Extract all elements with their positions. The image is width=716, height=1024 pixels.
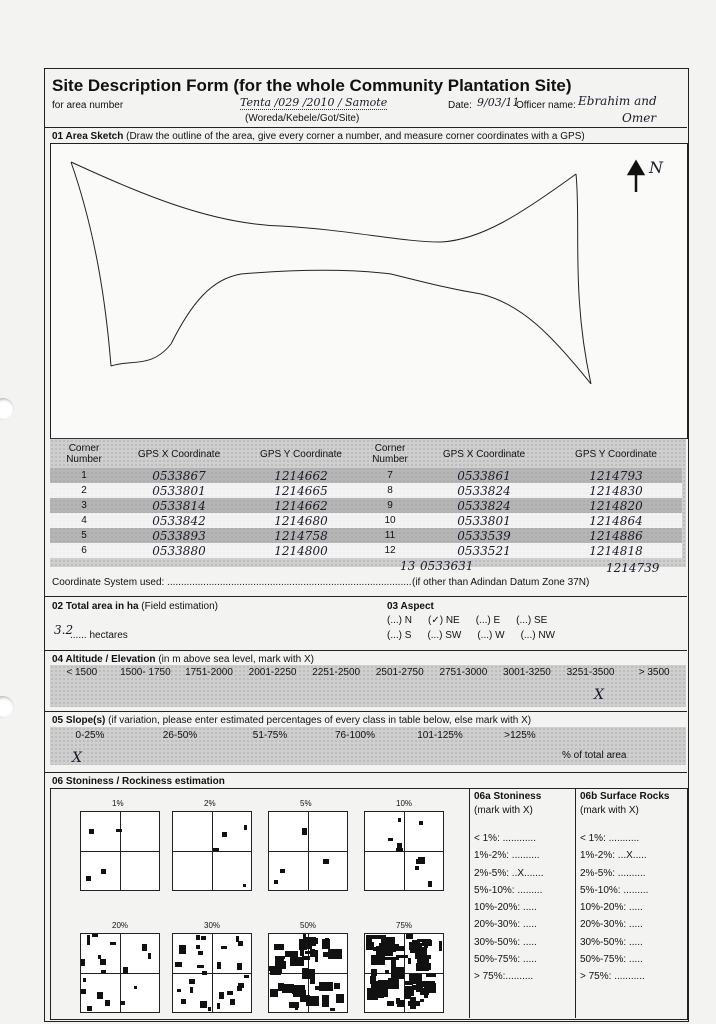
stone-mark <box>334 983 340 989</box>
surface-rocks-list <box>580 830 648 986</box>
col-header: GPS Y Coordinate <box>260 448 342 460</box>
stone-mark <box>217 1003 220 1009</box>
altitude-class[interactable]: 1500- 1750 <box>120 667 171 678</box>
form-title: Site Description Form (for the whole Community Plantation Site) <box>52 76 572 95</box>
stone-mark <box>142 944 147 951</box>
surface-rocks-option[interactable]: 20%-30%: ..... <box>580 919 643 931</box>
stone-mark <box>406 934 413 939</box>
aspect-option[interactable]: (...) E <box>475 615 501 626</box>
stone-mark <box>201 936 206 940</box>
stone-mark <box>237 963 242 970</box>
coordinate-system-note: (if other than Adindan Datum Zone 37N) <box>412 577 590 588</box>
stoniness-option[interactable]: 20%-30%: ..... <box>474 919 537 931</box>
area-number-value[interactable]: Tenta /029 /2010 / Samote <box>240 96 388 109</box>
stoniness-grid-label: 75% <box>396 921 413 930</box>
stone-mark <box>426 973 436 977</box>
slope-class[interactable]: 101-125% <box>417 730 463 741</box>
stone-mark <box>387 1001 394 1006</box>
stone-mark <box>410 997 416 1009</box>
stone-mark <box>323 859 329 864</box>
stone-mark <box>196 945 200 949</box>
stoniness-reference-grid <box>172 933 252 1013</box>
stone-mark <box>415 866 419 870</box>
stone-mark <box>83 978 86 982</box>
stone-mark <box>385 970 389 974</box>
gps-x-cell[interactable]: 0533867 <box>152 468 206 483</box>
stoniness-option[interactable]: > 75%:.......... <box>474 971 534 983</box>
corner-number: 2 <box>81 485 87 496</box>
stone-mark <box>230 999 235 1005</box>
stone-mark <box>418 857 425 864</box>
gps-y-cell[interactable]: 1214680 <box>274 513 328 528</box>
punch-hole-bottom <box>0 696 14 718</box>
stoniness-reference-grid <box>172 811 252 891</box>
gps-y-cell[interactable]: 1214662 <box>274 498 328 513</box>
altitude-class[interactable]: 2251-2500 <box>312 667 361 678</box>
area-number-hint: (Woreda/Kebele/Got/Site) <box>245 113 360 124</box>
slope-class[interactable]: 76-100% <box>334 730 376 741</box>
aspect-heading: 03 Aspect <box>387 601 434 612</box>
stone-mark <box>120 1001 125 1005</box>
altitude-class[interactable]: > 3500 <box>638 667 670 678</box>
surface-rocks-option[interactable]: 2%-5%: .......... <box>580 867 646 879</box>
col-header: GPS X Coordinate <box>442 448 526 460</box>
stone-mark <box>420 999 424 1002</box>
aspect-option[interactable]: (...) SW <box>427 630 462 641</box>
stone-mark <box>422 955 431 959</box>
gps-x-cell[interactable]: 0533801 <box>152 483 206 498</box>
gps-x-cell[interactable]: 0533893 <box>152 528 206 543</box>
aspect-option[interactable]: (...) NW <box>520 630 555 641</box>
gps-x-cell[interactable]: 0533521 <box>457 543 511 558</box>
gps-y-cell[interactable]: 1214864 <box>589 513 643 528</box>
corner-number: 4 <box>81 515 87 526</box>
stone-mark <box>302 940 312 949</box>
divider <box>44 596 687 597</box>
corner-number: 3 <box>81 500 87 511</box>
stone-mark <box>330 1008 335 1011</box>
stone-mark <box>280 958 283 962</box>
divider <box>44 772 687 773</box>
stoniness-grid-label: 20% <box>112 921 129 930</box>
stone-mark <box>100 959 106 965</box>
corner-number: 9 <box>387 500 393 511</box>
stoniness-reference-grid <box>268 811 348 891</box>
gps-x-cell[interactable]: 0533824 <box>457 498 511 513</box>
gps-y-cell[interactable]: 1214665 <box>274 483 328 498</box>
divider <box>469 788 470 1018</box>
altitude-class[interactable]: 2751-3000 <box>439 667 488 678</box>
officer-value-2[interactable]: Omer <box>622 111 657 125</box>
stone-mark <box>97 992 103 999</box>
grid-line <box>173 851 251 852</box>
slope-total-label: % of total area <box>562 750 627 761</box>
corner-number: 5 <box>81 530 87 541</box>
stone-mark <box>81 959 85 966</box>
corner-13-number[interactable]: 13 <box>400 559 416 573</box>
divider <box>44 650 687 651</box>
corner-number: 11 <box>384 530 396 541</box>
stone-mark <box>417 939 431 942</box>
stone-mark <box>197 965 204 968</box>
divider <box>44 711 687 712</box>
stone-mark <box>302 956 310 960</box>
altitude-class[interactable]: 2001-2250 <box>248 667 297 678</box>
altitude-classes <box>50 667 686 681</box>
stone-mark <box>388 978 399 989</box>
stoniness-b-title: 06b Surface Rocks <box>580 791 670 802</box>
stone-mark <box>87 1006 92 1011</box>
stone-mark <box>412 985 416 990</box>
stone-mark <box>303 934 306 941</box>
stone-mark <box>219 992 224 999</box>
aspect-option[interactable]: (...) S <box>387 630 412 641</box>
stone-mark <box>397 843 402 850</box>
stone-mark <box>244 825 247 830</box>
stone-mark <box>398 818 401 822</box>
corner-number: 6 <box>81 545 87 556</box>
gps-x-cell[interactable]: 0533842 <box>152 513 206 528</box>
gps-x-cell[interactable]: 0533824 <box>457 483 511 498</box>
stone-mark <box>123 967 128 974</box>
sketch-heading: 01 Area Sketch (Draw the outline of the area, give every corner a number, and measure corner coordinates with a GPS) <box>52 131 585 142</box>
stone-mark <box>315 950 318 962</box>
stoniness-grid-label: 2% <box>204 799 216 808</box>
stone-mark <box>237 986 242 991</box>
gps-y-cell[interactable]: 1214818 <box>589 543 643 558</box>
grid-line <box>173 973 251 974</box>
stoniness-option[interactable]: 1%-2%: .......... <box>474 850 540 862</box>
stone-mark <box>217 962 221 969</box>
stone-mark <box>420 988 429 995</box>
gps-x-cell[interactable]: 0533880 <box>152 543 206 558</box>
coords-row <box>50 483 682 498</box>
corner-13-y[interactable]: 1214739 <box>606 561 660 575</box>
stoniness-a-title: 06a Stoniness <box>474 791 542 802</box>
gps-x-cell[interactable]: 0533814 <box>152 498 206 513</box>
stone-mark <box>208 1007 211 1011</box>
stone-mark <box>285 951 298 957</box>
aspect-row-2 <box>387 630 555 641</box>
surface-rocks-option[interactable]: < 1%: ........... <box>580 833 640 844</box>
aspect-option[interactable]: (✓) NE <box>428 615 460 626</box>
stone-mark <box>110 942 116 945</box>
stone-mark <box>202 971 207 975</box>
stoniness-grid-label: 50% <box>300 921 317 930</box>
stoniness-option[interactable]: < 1%: ............ <box>474 833 536 844</box>
stoniness-reference-grid <box>364 933 444 1013</box>
stone-mark <box>300 949 304 956</box>
gps-x-cell[interactable]: 0533539 <box>457 528 511 543</box>
altitude-mark[interactable]: X <box>594 687 604 703</box>
stone-mark <box>105 1000 110 1006</box>
surface-rocks-option[interactable]: 10%-20%: ..... <box>580 902 643 914</box>
stoniness-option[interactable]: 10%-20%: ..... <box>474 902 537 914</box>
aspect-option[interactable]: (...) SE <box>516 615 548 626</box>
stone-mark <box>86 876 91 881</box>
stone-mark <box>243 884 246 887</box>
stoniness-grid-label: 10% <box>396 799 413 808</box>
officer-value[interactable]: Ebrahim and <box>578 94 657 108</box>
stone-mark <box>410 943 422 953</box>
stone-mark <box>439 941 442 951</box>
altitude-class[interactable]: 2501-2750 <box>375 667 424 678</box>
stoniness-grid-label: 1% <box>112 799 124 808</box>
stone-mark <box>179 949 186 954</box>
stone-mark <box>274 880 278 884</box>
col-header: Corner Number <box>66 443 102 465</box>
stoniness-reference-grid <box>364 811 444 891</box>
stone-mark <box>388 838 393 841</box>
stoniness-option[interactable]: 5%-10%: ......... <box>474 884 543 896</box>
stoniness-grid-label: 30% <box>204 921 221 930</box>
stone-mark <box>395 946 405 951</box>
stone-mark <box>322 939 330 949</box>
gps-y-cell[interactable]: 1214886 <box>589 528 643 543</box>
coords-header-row <box>50 440 682 468</box>
stone-mark <box>89 829 94 834</box>
stoniness-option[interactable]: 2%-5%: ..X....... <box>474 867 544 879</box>
stone-mark <box>101 970 106 973</box>
stoniness-reference-grid <box>80 933 160 1013</box>
slope-classes <box>50 730 686 743</box>
stone-mark <box>397 1000 405 1007</box>
aspect-option[interactable]: (...) W <box>477 630 505 641</box>
sketch-drawing <box>51 144 687 438</box>
aspect-row-1 <box>387 615 547 626</box>
stoniness-heading: 06 Stoniness / Rockiness estimation <box>52 776 225 787</box>
coords-row <box>50 528 682 543</box>
coords-row <box>50 543 682 558</box>
stone-mark <box>189 979 195 984</box>
stone-mark <box>275 964 282 973</box>
corner-number: 1 <box>81 470 87 481</box>
slope-class[interactable]: 51-75% <box>252 730 288 741</box>
stone-mark <box>315 938 318 944</box>
coords-row <box>50 513 682 528</box>
altitude-class[interactable]: 3251-3500 <box>566 667 615 678</box>
stone-mark <box>280 869 285 873</box>
north-label: N <box>649 158 663 177</box>
corner-number: 7 <box>387 470 393 481</box>
coordinate-system-label: Coordinate System used: ........................................................................................ <box>52 577 412 588</box>
stone-mark <box>274 944 284 950</box>
slope-class[interactable]: 0-25% <box>75 730 105 741</box>
gps-y-cell[interactable]: 1214758 <box>274 528 328 543</box>
surface-rocks-option[interactable]: 30%-50%: ..... <box>580 936 643 948</box>
stone-mark <box>101 869 106 874</box>
stone-mark <box>196 935 200 940</box>
stone-mark <box>175 962 182 967</box>
area-number-label: for area number <box>52 100 124 111</box>
gps-x-cell[interactable]: 0533801 <box>457 513 511 528</box>
stoniness-reference-grid <box>80 811 160 891</box>
aspect-option[interactable]: (...) N <box>387 615 412 626</box>
stoniness-a-list <box>474 830 543 986</box>
stone-mark <box>417 963 431 970</box>
stone-mark <box>303 828 307 835</box>
gps-y-cell[interactable]: 1214820 <box>589 498 643 513</box>
stoniness-option[interactable]: 30%-50%: ..... <box>474 936 537 948</box>
stone-mark <box>148 953 151 959</box>
stone-mark <box>190 987 193 993</box>
stone-mark <box>213 848 219 851</box>
stone-mark <box>315 986 325 990</box>
surface-rocks-option[interactable]: 5%-10%: ......... <box>580 884 649 896</box>
area-value[interactable]: 3.2 <box>54 623 74 637</box>
stone-mark <box>419 821 423 825</box>
altitude-class[interactable]: < 1500 <box>66 667 98 678</box>
stone-mark <box>428 881 432 887</box>
divider <box>44 127 687 128</box>
surface-rocks-option[interactable]: > 75%: ........... <box>580 971 645 983</box>
altitude-class[interactable]: 3001-3250 <box>503 667 551 678</box>
stone-mark <box>270 989 278 997</box>
stone-mark <box>221 946 227 949</box>
grid-line <box>81 973 159 974</box>
stone-mark <box>134 986 137 989</box>
stone-mark <box>371 955 385 965</box>
stone-mark <box>372 935 386 939</box>
altitude-class[interactable]: 1751-2000 <box>185 667 233 678</box>
date-label: Date: <box>448 100 472 111</box>
surface-rocks-option[interactable]: 1%-2%: ...X..... <box>580 850 647 862</box>
grid-line <box>365 851 443 852</box>
col-header: Corner Number <box>372 443 408 465</box>
gps-x-cell[interactable]: 0533861 <box>457 468 511 483</box>
grid-line <box>81 851 159 852</box>
stoniness-option[interactable]: 50%-75%: ..... <box>474 954 537 966</box>
grid-line <box>269 851 347 852</box>
divider <box>575 788 576 1018</box>
stone-mark <box>289 1002 299 1008</box>
area-heading: 02 Total area in ha (Field estimation) <box>52 601 218 612</box>
corner-number: 8 <box>387 485 393 496</box>
coordinates-table <box>50 440 682 558</box>
stone-mark <box>92 934 98 937</box>
stone-mark <box>371 969 377 976</box>
officer-label: Officer name: <box>516 100 576 111</box>
stone-mark <box>244 975 249 978</box>
sketch-area[interactable] <box>50 143 688 439</box>
stone-mark <box>336 994 344 1003</box>
stone-mark <box>367 988 378 1000</box>
corner-number: 12 <box>384 545 396 556</box>
stone-mark <box>391 960 396 972</box>
stone-mark <box>227 991 233 995</box>
stone-mark <box>200 1001 207 1008</box>
col-header: GPS X Coordinate <box>137 448 221 460</box>
slope-heading: 05 Slope(s) (if variation, please enter estimated percentages of every class in table below, else mark with X) <box>52 715 532 726</box>
coords-row <box>50 498 682 513</box>
stone-mark <box>198 951 203 955</box>
slope-class[interactable]: >125% <box>504 730 536 741</box>
stone-mark <box>181 999 186 1004</box>
stoniness-grid-label: 5% <box>300 799 312 808</box>
stone-mark <box>396 955 408 958</box>
stoniness-reference-grid <box>268 933 348 1013</box>
stoniness-a-hint: (mark with X) <box>474 805 533 816</box>
corner-13-x[interactable]: 0533631 <box>420 559 474 573</box>
gps-y-cell[interactable]: 1214793 <box>589 468 643 483</box>
stone-mark <box>236 936 239 942</box>
col-header: GPS Y Coordinate <box>575 448 657 460</box>
corner-number: 10 <box>384 515 396 526</box>
stone-mark <box>177 989 181 992</box>
stone-mark <box>424 943 428 948</box>
stone-mark <box>305 951 312 954</box>
stone-mark <box>293 990 306 997</box>
stone-mark <box>310 974 315 984</box>
punch-hole-top <box>0 398 14 420</box>
stone-mark <box>408 958 411 964</box>
slope-class[interactable]: 26-50% <box>162 730 198 741</box>
surface-rocks-option[interactable]: 50%-75%: ..... <box>580 954 643 966</box>
stone-mark <box>116 829 122 832</box>
stoniness-b-hint: (mark with X) <box>580 805 639 816</box>
date-value[interactable]: 9/03/11 <box>477 96 520 109</box>
stone-mark <box>222 832 227 837</box>
slope-mark[interactable]: X <box>72 750 82 766</box>
stone-mark <box>81 989 86 994</box>
gps-y-cell[interactable]: 1214662 <box>274 468 328 483</box>
altitude-heading: 04 Altitude / Elevation (in m above sea level, mark with X) <box>52 654 314 665</box>
coords-row <box>50 468 682 483</box>
stone-mark <box>322 995 329 1007</box>
area-unit: ...... hectares <box>70 630 128 641</box>
stone-mark <box>328 949 342 959</box>
gps-y-cell[interactable]: 1214830 <box>589 483 643 498</box>
stone-mark <box>302 968 308 979</box>
gps-y-cell[interactable]: 1214800 <box>274 543 328 558</box>
stone-mark <box>87 938 90 945</box>
